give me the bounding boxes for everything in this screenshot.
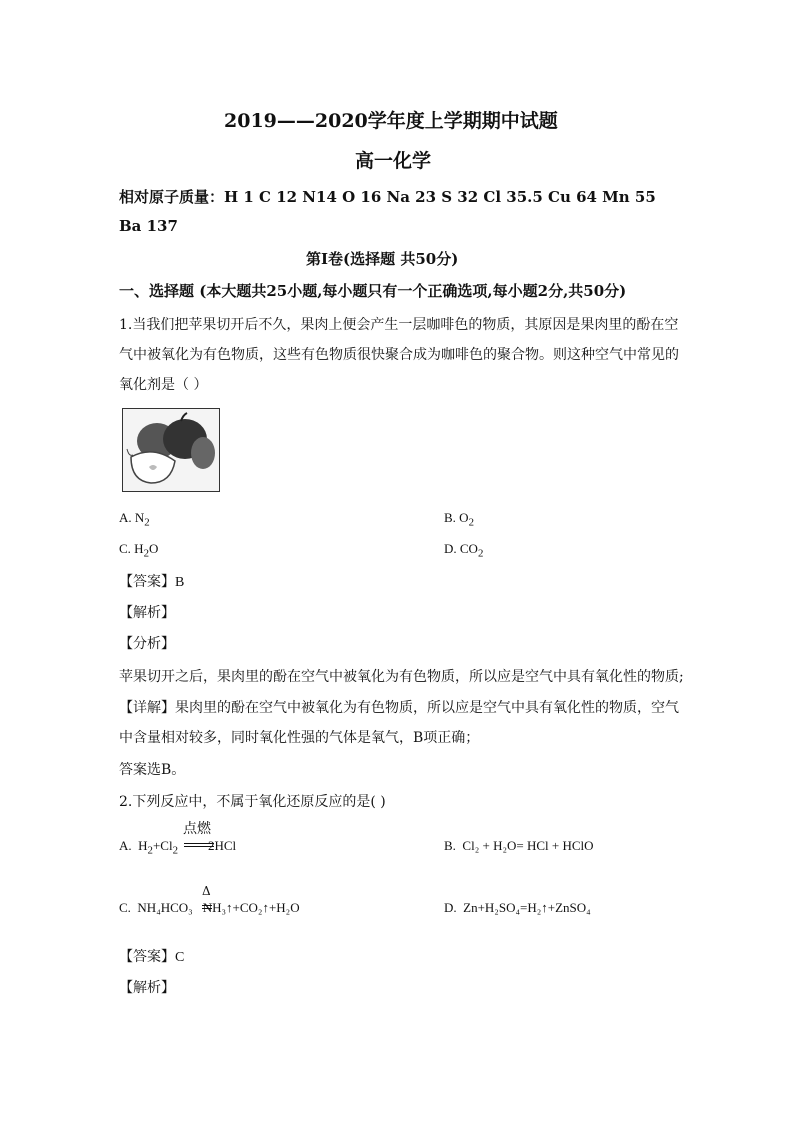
section-heading: 第Ⅰ卷(选择题 共50分) [306, 250, 459, 268]
q2-jiexi-tag: 【解析】 [119, 980, 175, 996]
q1-stem-line3: 氧化剂是（ ） [119, 377, 208, 393]
exam-subject: 高一化学 [355, 150, 432, 172]
q1-option-b: B. $O_2$ [444, 510, 474, 529]
q2-a-condition: 点燃 [183, 821, 211, 837]
q1-stem-line1: 1.当我们把苹果切开后不久，果肉上便会产生一层咖啡色的物质，其原因是果肉里的酚在空 [119, 317, 679, 333]
atomic-mass-line1: 相对原子质量：H 1 C 12 N14 O 16 Na 23 S 32 Cl 35.5 Cu 64 Mn 55 [119, 188, 656, 206]
q2-answer: 【答案】C [119, 949, 185, 965]
q2-a-eq-line-top [184, 843, 214, 844]
q1-jiexi-tag: 【解析】 [119, 605, 175, 621]
q2-option-b: B. Cl₂ + H₂O= HCl + HClO [444, 838, 594, 853]
q1-option-a: A. $N_2$ [119, 510, 150, 529]
q1-answer: 【答案】B [119, 574, 185, 590]
q1-option-d: D. $CO_2$ [444, 541, 484, 560]
q2-c-condition: Δ [202, 884, 211, 898]
part-heading: 一、选择题 (本大题共25小题,每小题只有一个正确选项,每小题2分,共50分) [119, 282, 627, 300]
apple-illustration [123, 409, 219, 491]
q1-detail-line1: 【详解】果肉里的酚在空气中被氧化为有色物质，所以应是空气中具有氧化性的物质，空气 [119, 700, 679, 716]
q2-stem: 2.下列反应中，不属于氧化还原反应的是( ) [119, 794, 386, 810]
q2-c-eq-line-bottom [202, 908, 212, 909]
q2-option-a: A. $H_2+Cl_2$ 2HCl [119, 838, 237, 857]
apple-figure [122, 408, 220, 492]
atomic-mass-line2: Ba 137 [119, 217, 178, 235]
q1-fenxi-text: 苹果切开之后，果肉里的酚在空气中被氧化为有色物质，所以应是空气中具有氧化性的物质; [119, 669, 684, 685]
q1-conclusion: 答案选B。 [119, 762, 186, 778]
q1-detail-line2: 中含量相对较多，同时氧化性强的气体是氧气，B项正确； [119, 730, 480, 746]
exam-title: 2019——2020学年度上学期期中试题 [224, 110, 558, 132]
q2-option-c: C. NH₄HCO₃ NH₃↑+CO₂↑+H₂O [119, 900, 300, 915]
q2-c-eq-line-top [202, 905, 212, 906]
q2-option-d: D. Zn+H₂SO₄=H₂↑+ZnSO₄ [444, 900, 591, 915]
q1-option-c: C. $H_2O$ [119, 541, 159, 560]
q1-stem-line2: 气中被氧化为有色物质，这些有色物质很快聚合成为咖啡色的聚合物。则这种空气中常见的 [119, 347, 679, 363]
q1-fenxi-tag: 【分析】 [119, 636, 175, 652]
q2-a-eq-line-bottom [184, 846, 214, 847]
